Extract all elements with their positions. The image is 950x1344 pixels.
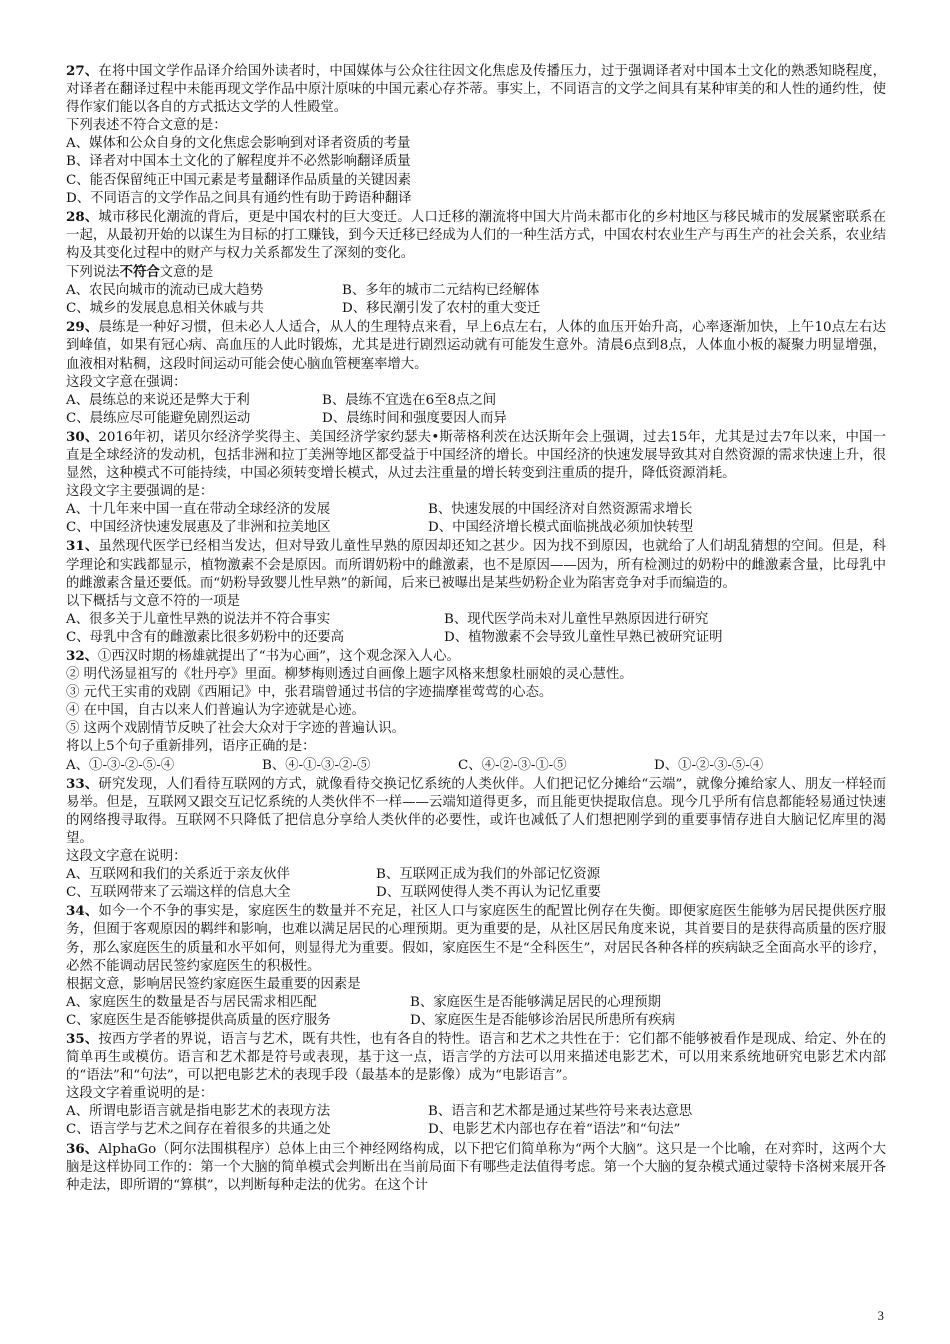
option: B、④-①-③-②-⑤	[262, 757, 371, 773]
option: B、互联网正成为我们的外部记忆资源	[376, 867, 601, 883]
question-stem: 在将中国文学作品译介给国外读者时，中国媒体与公众往往因文化焦虑及传播压力，过于强调译者对中国本土文化的熟悉知晓程度，对译者在翻译过程中未能再现文学作品中原汁原味的中国元素心存芥蒂。事实上，不同语言的文学之间具有某种审美的和人性的通约性，使得作家们能以各自的方式抵达文学的人性殿堂。	[66, 64, 887, 116]
option: B、快速发展的中国经济对自然资源需求增长	[428, 502, 693, 518]
question-34	[66, 902, 886, 975]
option: D、植物激素不会导致儿童性早熟已被研究证明	[444, 629, 723, 645]
option-row	[66, 629, 886, 647]
question-stem: 虽然现代医学已经相当发达，但对导致儿童性早熟的原因却还知之甚少。因为找不到原因，也就给了人们胡乱猜想的空间。但是，科学理论和实践都显示，植物激素不会是原因。而所谓奶粉中的雌激素，也不是原因——因为，所有检测过的奶粉中的雌激素含量，比母乳中的雌激素含量还要低。而“奶粉导致婴儿性早熟”的新闻，后来已被曝出是某些奶粉企业为陷害竞争对手而编造的。	[66, 539, 887, 591]
question-28	[66, 208, 886, 263]
option: B、晨练不宜选在6至8点之间	[322, 392, 497, 408]
option: D、移民潮引发了农村的重大变迁	[342, 301, 541, 317]
question-number: 34、	[66, 903, 99, 920]
question-27	[66, 62, 886, 117]
option: C、城乡的发展息息相关休戚与共	[66, 301, 264, 317]
sentence: ② 明代汤显祖写的《牡丹亭》里面。柳梦梅则透过自画像上题字风格来想象杜丽娘的灵心慧性。	[66, 667, 633, 683]
question-prompt: 下列表述不符合文意的是：	[66, 118, 227, 134]
question-number: 30、	[66, 428, 99, 445]
option-row	[66, 994, 886, 1012]
option-row	[66, 1012, 886, 1030]
prompt-text: 下列说法	[66, 265, 120, 281]
option: A、媒体和公众自身的文化焦虑会影响到对译者资质的考量	[66, 136, 411, 152]
question-stem: 按西方学者的界说，语言与艺术，既有共性，也有各自的特性。语言和艺术之共性在于：它们都不能够被看作是现成、给定、外在的简单再生或模仿。语言和艺术都是符号或表现，基于这一点，语言学的方法可以用来描述电影艺术，可以用来系统地研究电影艺术内部的“语法”和“句法”，可以把电影艺术的表现手段（最基本的是影像）成为“电影语言”。	[66, 1031, 887, 1084]
option: A、互联网和我们的关系近于亲友伙伴	[66, 867, 290, 883]
option-row	[66, 519, 886, 537]
option-row	[66, 282, 540, 300]
sentence: ④ 在中国，自古以来人们普遍认为字迹就是心迹。	[66, 703, 365, 719]
option: B、多年的城市二元结构已经解体	[342, 283, 540, 299]
option: D、晨练时间和强度要因人而异	[322, 410, 507, 426]
question-33	[66, 775, 886, 848]
question-stem: 2016年初，诺贝尔经济学奖得主、美国经济学家约瑟夫•斯蒂格利茨在达沃斯年会上强调，过去15年，尤其是过去7年以来，中国一直是全球经济的发动机，包括非洲和拉丁美洲等地区都受益于中国经济的增长。中国经济的快速发展导致其对自然资源的需求快速上升，很显然，这种模式不可能持续，中国必须转变增长模式，从过去注重量的增长转变到注重质的提升，降低资源消耗。	[66, 429, 887, 482]
question-stem: AlphaGo（阿尔法围棋程序）总体上由三个神经网络构成，以下把它们简单称为“两个大脑”。这只是一个比喻，在对弈时，这两个大脑是这样协同工作的：第一个大脑的简单模式会判断出在当前局面下有哪些走法值得考虑。第一个大脑的复杂模式通过蒙特卡洛树来展开各种走法，即所谓的“算棋”，以判断每种走法的优劣。在这个计	[66, 1141, 886, 1193]
option: B、家庭医生是否能够满足居民的心理预期	[410, 994, 661, 1010]
question-prompt: 这段文字意在强调：	[66, 374, 187, 390]
option: A、家庭医生的数量是否与居民需求相匹配	[66, 994, 317, 1010]
question-number: 27、	[66, 63, 99, 79]
option-row	[66, 884, 886, 902]
option: A、农民向城市的流动已成大趋势	[66, 283, 264, 299]
question-number: 36、	[66, 1140, 99, 1157]
question-31	[66, 537, 886, 592]
option: C、能否保留纯正中国元素是考量翻译作品质量的关键因素	[66, 172, 412, 188]
sentence: ⑤ 这两个戏剧情节反映了社会大众对于字迹的普遍认识。	[66, 721, 406, 737]
sentence: ①西汉时期的杨雄就提出了“书为心画”，这个观念深入人心。	[98, 649, 460, 664]
prompt-text: 文意的是	[159, 265, 214, 281]
option: C、母乳中含有的雌激素比很多奶粉中的还要高	[66, 629, 345, 645]
option: A、所谓电影语言就是指电影艺术的表现方法	[66, 1104, 331, 1120]
option: D、电影艺术内部也存在着“语法”和“句法”	[428, 1122, 681, 1138]
option: A、十几年来中国一直在带动全球经济的发展	[66, 502, 331, 518]
question-36	[66, 1140, 886, 1195]
question-prompt: 这段文字着重说明的是：	[66, 1086, 214, 1102]
question-number: 32、	[66, 648, 99, 664]
question-30	[66, 428, 886, 483]
question-prompt: 根据文意，影响居民签约家庭医生最重要的因素是	[66, 976, 361, 992]
option: D、家庭医生是否能够诊治居民所患所有疾病	[410, 1012, 676, 1028]
question-35	[66, 1030, 886, 1085]
option: A、晨练总的来说还是弊大于利	[66, 392, 250, 408]
option-row	[66, 501, 886, 519]
option: C、晨练应尽可能避免剧烈运动	[66, 410, 251, 426]
option-row	[66, 1121, 886, 1139]
option-row	[66, 757, 886, 775]
question-prompt: 将以上5个句子重新排列，语序正确的是：	[66, 739, 316, 755]
question-number: 33、	[66, 775, 99, 792]
option: B、现代医学尚未对儿童性早熟原因进行研究	[444, 611, 709, 627]
question-number: 28、	[66, 208, 99, 225]
option: A、①-③-②-⑤-④	[66, 757, 175, 773]
option: B、语言和艺术都是通过某些符号来表达意思	[428, 1104, 693, 1120]
question-stem: 如今一个不争的事实是，家庭医生的数量并不充足，社区人口与家庭医生的配置比例存在失衡。即便家庭医生能够为居民提供医疗服务，但囿于客观原因的羁绊和影响，也难以满足居民的心理预期。更为重要的是，从社区居民角度来说，其首要目的是获得高质量的医疗服务，那么家庭医生的质量和水平如何，则显得尤为重要。假如，家庭医生不是“全科医生”，对居民各种各样的疾病缺乏全面高水平的诊疗，必然不能调动居民签约家庭医生的积极性。	[66, 904, 887, 974]
option: D、不同语言的文学作品之间具有通约性有助于跨语种翻译	[66, 190, 412, 206]
option: C、互联网带来了云端这样的信息大全	[66, 885, 291, 901]
sentence: ③ 元代王实甫的戏剧《西厢记》中，张君瑞曾通过书信的字迹揣摩崔莺莺的心态。	[66, 685, 553, 701]
option-row	[66, 300, 886, 318]
option-row	[66, 1103, 886, 1121]
question-number: 29、	[66, 319, 99, 336]
question-32	[66, 647, 886, 666]
page-number: 3	[877, 1308, 884, 1323]
question-prompt: 这段文字意在说明：	[66, 849, 187, 865]
option-row	[66, 410, 886, 428]
option: B、译者对中国本土文化的了解程度并不必然影响翻译质量	[66, 154, 411, 170]
prompt-emphasis: 不符合	[119, 264, 160, 281]
option: D、互联网使得人类不再认为记忆重要	[376, 885, 601, 901]
question-prompt: 以下概括与文意不符的一项是	[66, 593, 241, 609]
option-row	[66, 866, 886, 884]
option-row	[66, 392, 886, 410]
question-number: 35、	[66, 1030, 99, 1047]
option: A、很多关于儿童性早熟的说法并不符合事实	[66, 611, 331, 627]
option: C、④-②-③-①-⑤	[458, 757, 567, 773]
question-29	[66, 318, 886, 373]
option: C、中国经济快速发展惠及了非洲和拉美地区	[66, 520, 331, 536]
option: D、中国经济增长模式面临挑战必须加快转型	[428, 520, 694, 536]
option: C、家庭医生是否能够提供高质量的医疗服务	[66, 1012, 331, 1028]
question-prompt	[66, 263, 886, 282]
question-stem: 城市移民化潮流的背后，更是中国农村的巨大变迁。人口迁移的潮流将中国大片尚未都市化的乡村地区与移民城市的发展紧密联系在一起，从最初开始的以谋生为目标的打工赚钱，到今天迁移已经成为人们的一种生活方式，中国农村农业生产与再生产的社会关系，农业结构及其变化过程中的财产与权力关系都发生了深刻的变化。	[66, 209, 887, 261]
question-stem: 晨练是一种好习惯，但未必人人适合，从人的生理特点来看，早上6点左右，人体的血压开始升高，心率逐渐加快，上午10点左右达到峰值，如果有冠心病、高血压的人此时锻炼，尤其是进行剧烈运动就有可能发生意外。清晨6点到8点，人体血小板的凝聚力明显增强，血液相对粘稠，这段时间运动可能会使心脑血管梗塞率增大。	[66, 320, 886, 372]
option-row	[66, 611, 886, 629]
question-prompt: 这段文字主要强调的是：	[66, 484, 214, 500]
page-content	[66, 62, 886, 1195]
option: D、①-②-③-⑤-④	[654, 757, 764, 773]
question-number: 31、	[66, 538, 99, 555]
question-stem: 研究发现，人们看待互联网的方式，就像看待交换记忆系统的人类伙伴。人们把记忆分摊给“云端”，就像分摊给家人、朋友一样轻而易举。但是，互联网又跟交互记忆系统的人类伙伴不一样——云端知道得更多，而且能更快提取信息。现今几乎所有信息都能轻易通过快速的网络搜寻取得。互联网不只降低了把信息分享给人类伙伴的必要性，或许也减低了人们想把刚学到的重要事情存进自大脑记忆库里的渴望。	[66, 776, 887, 846]
option: C、语言学与艺术之间存在着很多的共通之处	[66, 1122, 331, 1138]
